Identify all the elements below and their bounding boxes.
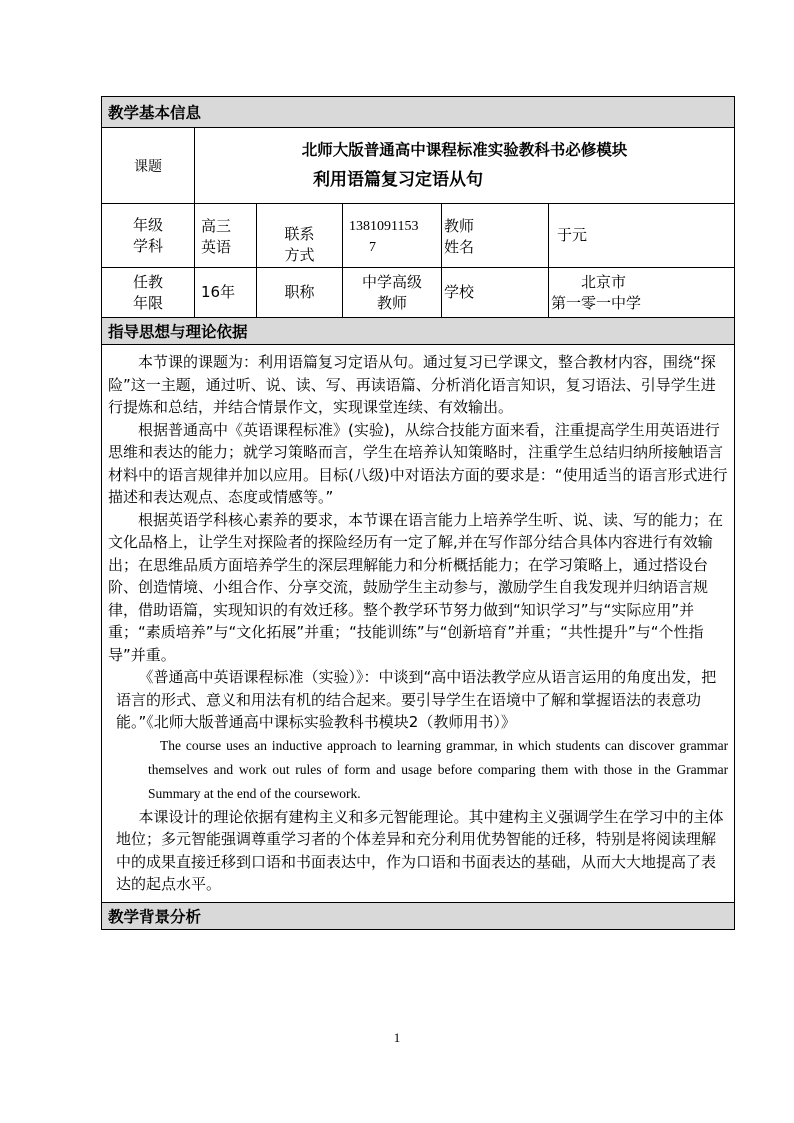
tenure-label xyxy=(102,268,195,318)
grade-value-line2: 英语 xyxy=(201,238,232,256)
contact-label xyxy=(257,204,343,268)
grade-subject-value xyxy=(195,204,257,268)
teacher-label xyxy=(442,204,549,268)
grade-label-line2: 学科 xyxy=(132,236,163,255)
title-rank-label: 职称 xyxy=(257,268,343,318)
teacher-label-line2: 姓名 xyxy=(444,238,475,256)
section-header-background: 教学背景分析 xyxy=(102,902,735,929)
teacher-name: 于元 xyxy=(549,204,735,268)
theory-paragraph-1: 本节课的课题为：利用语篇复习定语从句。通过复习已学课文，整合教材内容，围绕“探险”这一主题，通过听、说、读、写、再读语篇、分析消化语言知识，复习语法、引导学生进行提炼和总结，并结合情景作文，实现课堂连续、有效输出。 xyxy=(108,353,716,416)
grade-subject-label xyxy=(102,204,195,268)
teacher-label-line1: 教师 xyxy=(444,217,475,235)
course-title-line1: 北师大版普通高中课程标准实验教科书必修模块 xyxy=(301,140,628,159)
theory-paragraph-english-quote: The course uses an inductive approach to learning grammar, in which students can discover grammar themselves and work out rules of form and usage before comparing them with those in the Grammar Summary at the end of the coursework. xyxy=(148,737,729,801)
theory-paragraph-4: 《普通高中英语课程标准（实验）》：中谈到“高中语法教学应从语言运用的角度出发，把语言的形式、意义和用法有机的结合起来。要引导学生在语境中了解和掌握语法的表意功能。”《北师大版普通高中课标实验教科书模块2（教师用书）》 xyxy=(116,668,717,731)
grade-value-line1: 高三 xyxy=(201,217,232,235)
theory-paragraph-3: 根据英语学科核心素养的要求，本节课在语言能力上培养学生听、说、读、写的能力；在文化品格上，让学生对探险者的探险经历有一定了解,并在写作部分结合具体内容进行有效输出；在思维品质方面培养学生的深层理解能力和分析概括能力；在学习策略上，通过搭设台阶、创造情境、小组合作、分享交流，鼓励学生主动参与，激励学生自我发现并归纳语言规律，借助语篇，实现知识的有效迁移。整个教学环节努力做到“知识学习”与“实际应用”并重；“素质培养”与“文化拓展”并重；“技能训练”与“创新培育”并重；“共性提升”与“个性指导”并重。 xyxy=(108,510,724,664)
title-rank-value-line1: 中学高级 xyxy=(361,272,422,291)
contact-label-line1: 联系 xyxy=(284,225,315,243)
school-value xyxy=(549,268,735,318)
lesson-plan-table xyxy=(101,96,735,930)
contact-label-line2: 方式 xyxy=(284,246,315,264)
section-header-guiding-theory: 指导思想与理论依据 xyxy=(102,318,735,345)
contact-value xyxy=(343,204,442,268)
guiding-theory-content xyxy=(102,345,735,903)
course-label: 课题 xyxy=(102,128,195,204)
title-rank-value xyxy=(343,268,442,318)
section-header-basic-info: 教学基本信息 xyxy=(102,97,735,128)
theory-paragraph-5: 本课设计的理论依据有建构主义和多元智能理论。其中建构主义强调学生在学习中的主体地位；多元智能强调尊重学习者的个体差异和充分利用优势智能的迁移，特别是将阅读理解中的成果直接迁移到口语和书面表达中，作为口语和书面表达的基础，从而大大地提高了表达的起点水平。 xyxy=(116,807,724,893)
school-value-line1: 北京市 xyxy=(581,272,627,291)
contact-value-line1: 1381091153 xyxy=(349,219,419,234)
tenure-label-line1: 任教 xyxy=(132,272,163,291)
tenure-value: 16年 xyxy=(195,268,257,318)
lesson-plan-document xyxy=(101,96,734,930)
grade-label-line1: 年级 xyxy=(132,215,163,234)
tenure-label-line2: 年限 xyxy=(132,293,163,312)
title-rank-value-line2: 教师 xyxy=(376,293,407,312)
course-title-line2: 利用语篇复习定语从句 xyxy=(313,169,483,190)
page-number: 1 xyxy=(393,1030,401,1045)
theory-paragraph-2: 根据普通高中《英语课程标准》(实验)，从综合技能方面来看，注重提高学生用英语进行思维和表达的能力；就学习策略而言，学生在培养认知策略时，注重学生总结归纳所接触语言材料中的语言规律并加以应用。目标(八级)中对语法方面的要求是：“使用适当的语言形式进行描述和表达观点、态度或情感等。” xyxy=(108,420,728,506)
course-title-cell xyxy=(195,128,735,204)
school-value-line2: 第一零一中学 xyxy=(551,293,642,312)
school-label: 学校 xyxy=(442,268,549,318)
contact-value-line2: 7 xyxy=(369,240,376,255)
